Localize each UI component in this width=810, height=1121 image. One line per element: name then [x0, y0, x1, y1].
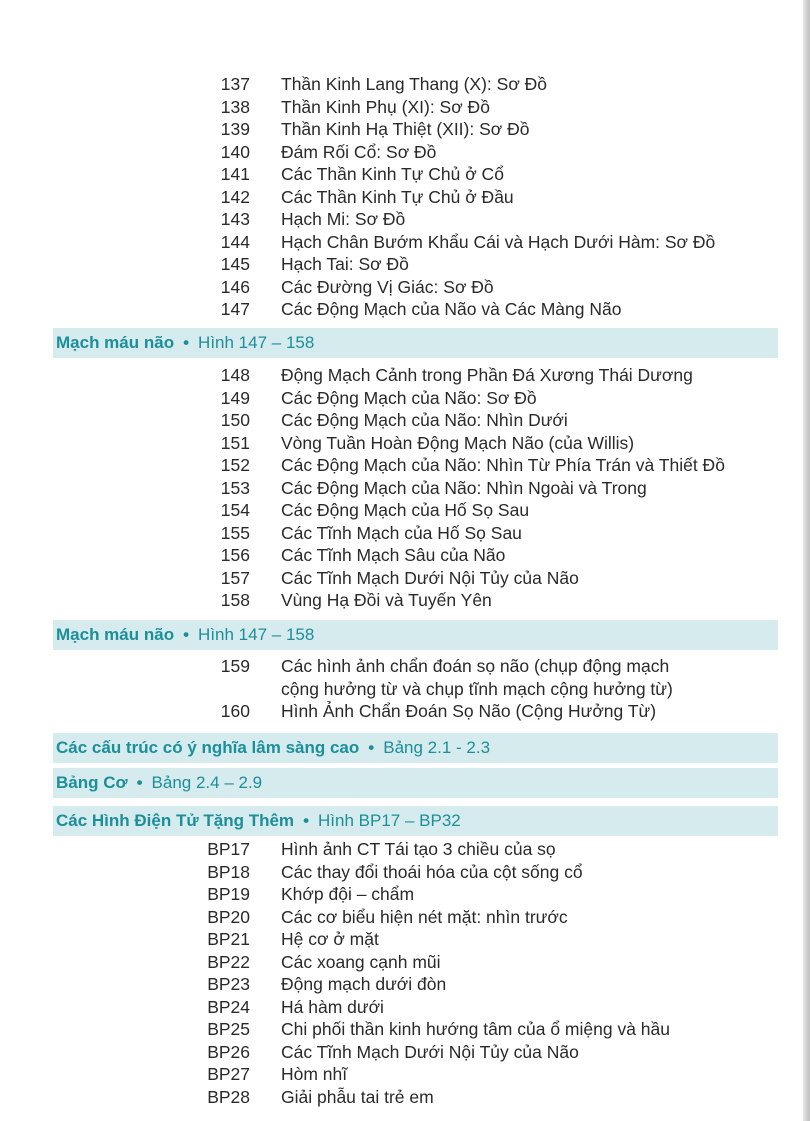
toc-entry[interactable] — [0, 544, 780, 567]
bullet-separator: • — [368, 738, 375, 757]
toc-entry[interactable] — [0, 477, 780, 500]
page-edge-shadow — [803, 0, 810, 1121]
toc-entry[interactable] — [0, 1018, 780, 1041]
entry-number: BP20 — [207, 906, 250, 927]
toc-entry[interactable] — [0, 996, 780, 1019]
entry-title: Các cơ biểu hiện nét mặt: nhìn trước — [281, 906, 568, 927]
toc-entry[interactable] — [0, 567, 780, 590]
entry-title: Các Tĩnh Mạch Sâu của Não — [281, 545, 506, 565]
toc-entry[interactable] — [0, 499, 780, 522]
entry-title: Giải phẫu tai trẻ em — [281, 1086, 434, 1107]
entry-number: 153 — [220, 477, 250, 498]
entry-number: 139 — [220, 119, 250, 139]
toc-entry[interactable] — [0, 387, 780, 410]
toc-entry[interactable] — [0, 700, 780, 723]
toc-entry[interactable] — [0, 678, 780, 701]
entry-title: Các Đường Vị Giác: Sơ Đồ — [281, 276, 494, 297]
entry-title: Thần Kinh Lang Thang (X): Sơ Đồ — [281, 74, 548, 94]
entry-title: Hạch Tai: Sơ Đồ — [281, 254, 409, 274]
section-header-bonus-figures[interactable] — [53, 806, 778, 836]
entry-number: BP23 — [207, 974, 250, 994]
toc-entry[interactable] — [0, 861, 780, 884]
toc-entry[interactable] — [0, 298, 780, 321]
entry-number: BP26 — [207, 1041, 250, 1062]
toc-entry[interactable] — [0, 951, 780, 974]
toc-entry[interactable] — [0, 973, 780, 996]
section-title: Bảng Cơ — [56, 773, 128, 792]
entry-number: BP21 — [207, 929, 250, 949]
section-title: Mạch máu não — [56, 625, 175, 644]
entry-title: Các Thần Kinh Tự Chủ ở Đầu — [281, 186, 514, 207]
section-header-clinical-structures[interactable] — [53, 733, 778, 763]
entry-number: BP27 — [207, 1064, 250, 1084]
section-figure-range: Hình BP17 – BP32 — [318, 811, 461, 830]
toc-entry[interactable] — [0, 928, 780, 951]
entry-number: 142 — [220, 186, 250, 207]
toc-group-bonus-figures — [0, 838, 780, 1108]
entry-number: 152 — [220, 455, 250, 475]
toc-entry[interactable] — [0, 906, 780, 929]
entry-title: Các Động Mạch của Não: Nhìn Từ Phía Trán và Thiết Đồ — [281, 455, 725, 475]
toc-entry[interactable] — [0, 364, 780, 387]
toc-entry[interactable] — [0, 96, 780, 119]
entry-title: Các Động Mạch của Não: Nhìn Ngoài và Trong — [281, 477, 647, 498]
section-table-range: Bảng 2.4 – 2.9 — [151, 773, 263, 792]
entry-number: 154 — [220, 500, 250, 520]
section-header-brain-vessels[interactable] — [53, 328, 778, 358]
entry-title: Hạch Mi: Sơ Đồ — [281, 209, 406, 229]
entry-title: Các Động Mạch của Não: Sơ Đồ — [281, 387, 537, 408]
entry-title: Hệ cơ ở mặt — [281, 929, 379, 949]
section-figure-range: Hình 147 – 158 — [198, 333, 315, 352]
entry-title: Hạch Chân Bướm Khẩu Cái và Hạch Dưới Hàm: Sơ Đồ — [281, 231, 716, 252]
entry-title: Hòm nhĩ — [281, 1064, 348, 1084]
entry-number: 149 — [220, 387, 250, 408]
entry-title: Há hàm dưới — [281, 996, 384, 1017]
toc-entry[interactable] — [0, 454, 780, 477]
toc-entry[interactable] — [0, 522, 780, 545]
toc-entry[interactable] — [0, 589, 780, 612]
entry-title: Các Tĩnh Mạch của Hố Sọ Sau — [281, 522, 522, 543]
toc-entry[interactable] — [0, 141, 780, 164]
entry-title: Thần Kinh Phụ (XI): Sơ Đồ — [281, 96, 490, 117]
entry-title: Các thay đổi thoái hóa của cột sống cổ — [281, 861, 583, 882]
entry-title: Các Động Mạch của Hố Sọ Sau — [281, 500, 530, 520]
entry-number: BP28 — [207, 1086, 250, 1107]
entry-title: cộng hưởng từ và chụp tĩnh mạch cộng hưởng từ) — [281, 678, 673, 699]
entry-number: BP24 — [207, 996, 250, 1017]
entry-number: 143 — [220, 209, 250, 229]
entry-title: Các Tĩnh Mạch Dưới Nội Tủy của Não — [281, 1041, 579, 1062]
entry-number: 150 — [220, 410, 250, 430]
entry-title: Khớp đội – chẩm — [281, 884, 415, 904]
section-title: Mạch máu não — [56, 333, 175, 352]
entry-title: Động Mạch Cảnh trong Phần Đá Xương Thái Dương — [281, 365, 693, 385]
entry-title: Vùng Hạ Đồi và Tuyến Yên — [281, 590, 492, 610]
toc-entry[interactable] — [0, 838, 780, 861]
toc-entry[interactable] — [0, 655, 780, 678]
entry-number: BP18 — [207, 861, 250, 882]
section-title: Các Hình Điện Tử Tặng Thêm — [56, 811, 295, 830]
entry-title: Các xoang cạnh mũi — [281, 951, 441, 972]
entry-title: Các Tĩnh Mạch Dưới Nội Tủy của Não — [281, 567, 579, 588]
bullet-separator: • — [136, 773, 143, 792]
toc-entry[interactable] — [0, 432, 780, 455]
bullet-separator: • — [183, 333, 190, 352]
toc-entry[interactable] — [0, 163, 780, 186]
entry-title: Động mạch dưới đòn — [281, 974, 447, 994]
entry-number: 148 — [220, 365, 250, 385]
entry-title: Hình ảnh CT Tái tạo 3 chiều của sọ — [281, 839, 556, 859]
toc-entry[interactable] — [0, 1063, 780, 1086]
toc-entry[interactable] — [0, 1041, 780, 1064]
toc-entry[interactable] — [0, 276, 780, 299]
entry-number: 147 — [220, 299, 250, 319]
entry-number: 141 — [220, 164, 250, 184]
toc-entry[interactable] — [0, 231, 780, 254]
bullet-separator: • — [183, 625, 190, 644]
bullet-separator: • — [303, 811, 310, 830]
toc-entry[interactable] — [0, 73, 780, 96]
toc-group-brain-vessels — [0, 364, 780, 612]
entry-number: BP17 — [207, 839, 250, 859]
entry-title: Vòng Tuần Hoàn Động Mạch Não (của Willis) — [281, 432, 635, 453]
section-title: Các cấu trúc có ý nghĩa lâm sàng cao — [56, 738, 360, 757]
entry-title: Các hình ảnh chẩn đoán sọ não (chụp động mạch — [281, 656, 670, 676]
entry-title: Thần Kinh Hạ Thiệt (XII): Sơ Đồ — [281, 119, 530, 139]
toc-entry[interactable] — [0, 208, 780, 231]
entry-number: 140 — [220, 141, 250, 162]
toc-entry[interactable] — [0, 883, 780, 906]
toc-entry[interactable] — [0, 118, 780, 141]
toc-entry[interactable] — [0, 253, 780, 276]
entry-number: 155 — [220, 522, 250, 543]
entry-title: Hình Ảnh Chẩn Đoán Sọ Não (Cộng Hưởng Từ) — [281, 701, 657, 721]
toc-group-cranial-nerves — [0, 73, 780, 321]
entry-title: Các Thần Kinh Tự Chủ ở Cổ — [281, 164, 504, 184]
toc-entry[interactable] — [0, 409, 780, 432]
entry-number: BP22 — [207, 951, 250, 972]
entry-number: BP25 — [207, 1019, 250, 1039]
toc-entry[interactable] — [0, 1086, 780, 1109]
entry-number: 137 — [220, 74, 250, 94]
section-header-brain-vessels-2[interactable] — [53, 620, 778, 650]
entry-number: 146 — [220, 276, 250, 297]
section-table-range: Bảng 2.1 - 2.3 — [383, 738, 491, 757]
entry-number: 158 — [220, 590, 250, 610]
toc-entry[interactable] — [0, 186, 780, 209]
entry-number: 151 — [220, 432, 250, 453]
section-figure-range: Hình 147 – 158 — [198, 625, 315, 644]
section-header-muscle-tables[interactable] — [53, 768, 778, 798]
entry-number: 157 — [220, 567, 250, 588]
entry-number: 138 — [220, 96, 250, 117]
entry-title: Chi phối thần kinh hướng tâm của ổ miệng và hầu — [281, 1019, 670, 1039]
entry-number: 144 — [220, 231, 250, 252]
entry-title: Các Động Mạch của Não: Nhìn Dưới — [281, 410, 568, 430]
entry-title: Các Động Mạch của Não và Các Màng Não — [281, 299, 622, 319]
entry-number: BP19 — [207, 884, 250, 904]
entry-number: 160 — [220, 701, 250, 721]
entry-number: 156 — [220, 545, 250, 565]
entry-number: 159 — [220, 656, 250, 676]
toc-group-imaging — [0, 655, 780, 723]
entry-number: 145 — [220, 254, 250, 274]
entry-title: Đám Rối Cổ: Sơ Đồ — [281, 141, 437, 162]
